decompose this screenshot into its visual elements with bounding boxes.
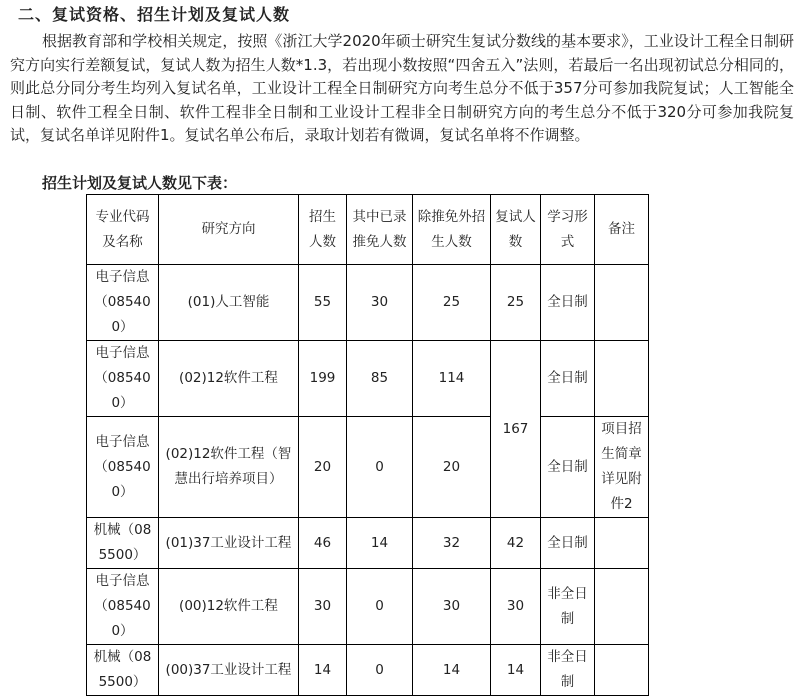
section-heading: 二、复试资格、招生计划及复试人数 [18,5,291,24]
cell-non-recommended: 14 [413,645,491,696]
cell-retest: 42 [491,518,541,569]
cell-recommended: 0 [347,417,413,518]
cell-note [595,341,649,417]
table-header-row [87,195,649,265]
cell-major: 机械（085500） [87,518,159,569]
header-study-mode: 学习形式 [541,195,595,265]
cell-non-recommended: 32 [413,518,491,569]
cell-study-mode: 非全日制 [541,569,595,645]
table-row [87,265,649,341]
cell-major: 电子信息（085400） [87,265,159,341]
table-intro: 招生计划及复试人数见下表： [42,174,238,192]
table-row [87,417,649,518]
table-row [87,341,649,417]
header-enroll: 招生人数 [299,195,347,265]
cell-major: 电子信息（085400） [87,569,159,645]
cell-retest: 167 [491,341,541,518]
cell-note: 项目招生简章详见附件2 [595,417,649,518]
cell-recommended: 0 [347,645,413,696]
header-retest: 复试人数 [491,195,541,265]
cell-direction: (02)12软件工程 [159,341,299,417]
cell-enroll: 55 [299,265,347,341]
cell-study-mode: 全日制 [541,518,595,569]
cell-study-mode: 全日制 [541,341,595,417]
cell-retest: 30 [491,569,541,645]
cell-note [595,645,649,696]
table-row [87,645,649,696]
header-non-recommended: 除推免外招生人数 [413,195,491,265]
table-row [87,518,649,569]
cell-non-recommended: 30 [413,569,491,645]
header-recommended: 其中已录推免人数 [347,195,413,265]
cell-direction: (00)12软件工程 [159,569,299,645]
cell-direction: (00)37工业设计工程 [159,645,299,696]
cell-direction: (01)人工智能 [159,265,299,341]
header-major: 专业代码及名称 [87,195,159,265]
section-paragraph: 根据教育部和学校相关规定，按照《浙江大学2020年硕士研究生复试分数线的基本要求》，工业设计工程全日制研究方向实行差额复试，复试人数为招生人数*1.3，若出现小数按照“四舍五入”法则，若最后一名出现初试总分相同的，则此总分同分考生均列入复试名单，工业设计工程全日制研究方向考生总分不低于357分可参加我院复试；人工智能全日制、软件工程全日制、软件工程非全日制和工业设计工程非全日制研究方向的考生总分不低于320分可参加我院复试，复试名单详见附件1。复试名单公布后，录取计划若有微调，复试名单将不作调整。 [10,32,794,144]
cell-enroll: 199 [299,341,347,417]
cell-study-mode: 全日制 [541,265,595,341]
cell-enroll: 30 [299,569,347,645]
cell-note [595,265,649,341]
cell-non-recommended: 114 [413,341,491,417]
cell-enroll: 20 [299,417,347,518]
cell-non-recommended: 25 [413,265,491,341]
table-row [87,569,649,645]
cell-major: 机械（085500） [87,645,159,696]
cell-enroll: 46 [299,518,347,569]
cell-direction: (02)12软件工程（智慧出行培养项目） [159,417,299,518]
header-note: 备注 [595,195,649,265]
cell-study-mode: 非全日制 [541,645,595,696]
cell-non-recommended: 20 [413,417,491,518]
cell-note [595,569,649,645]
cell-recommended: 30 [347,265,413,341]
enrollment-table [86,194,649,696]
cell-recommended: 0 [347,569,413,645]
cell-major: 电子信息（085400） [87,341,159,417]
cell-major: 电子信息（085400） [87,417,159,518]
cell-retest: 14 [491,645,541,696]
cell-recommended: 14 [347,518,413,569]
cell-retest: 25 [491,265,541,341]
cell-study-mode: 全日制 [541,417,595,518]
header-direction: 研究方向 [159,195,299,265]
cell-direction: (01)37工业设计工程 [159,518,299,569]
cell-enroll: 14 [299,645,347,696]
cell-note [595,518,649,569]
cell-recommended: 85 [347,341,413,417]
